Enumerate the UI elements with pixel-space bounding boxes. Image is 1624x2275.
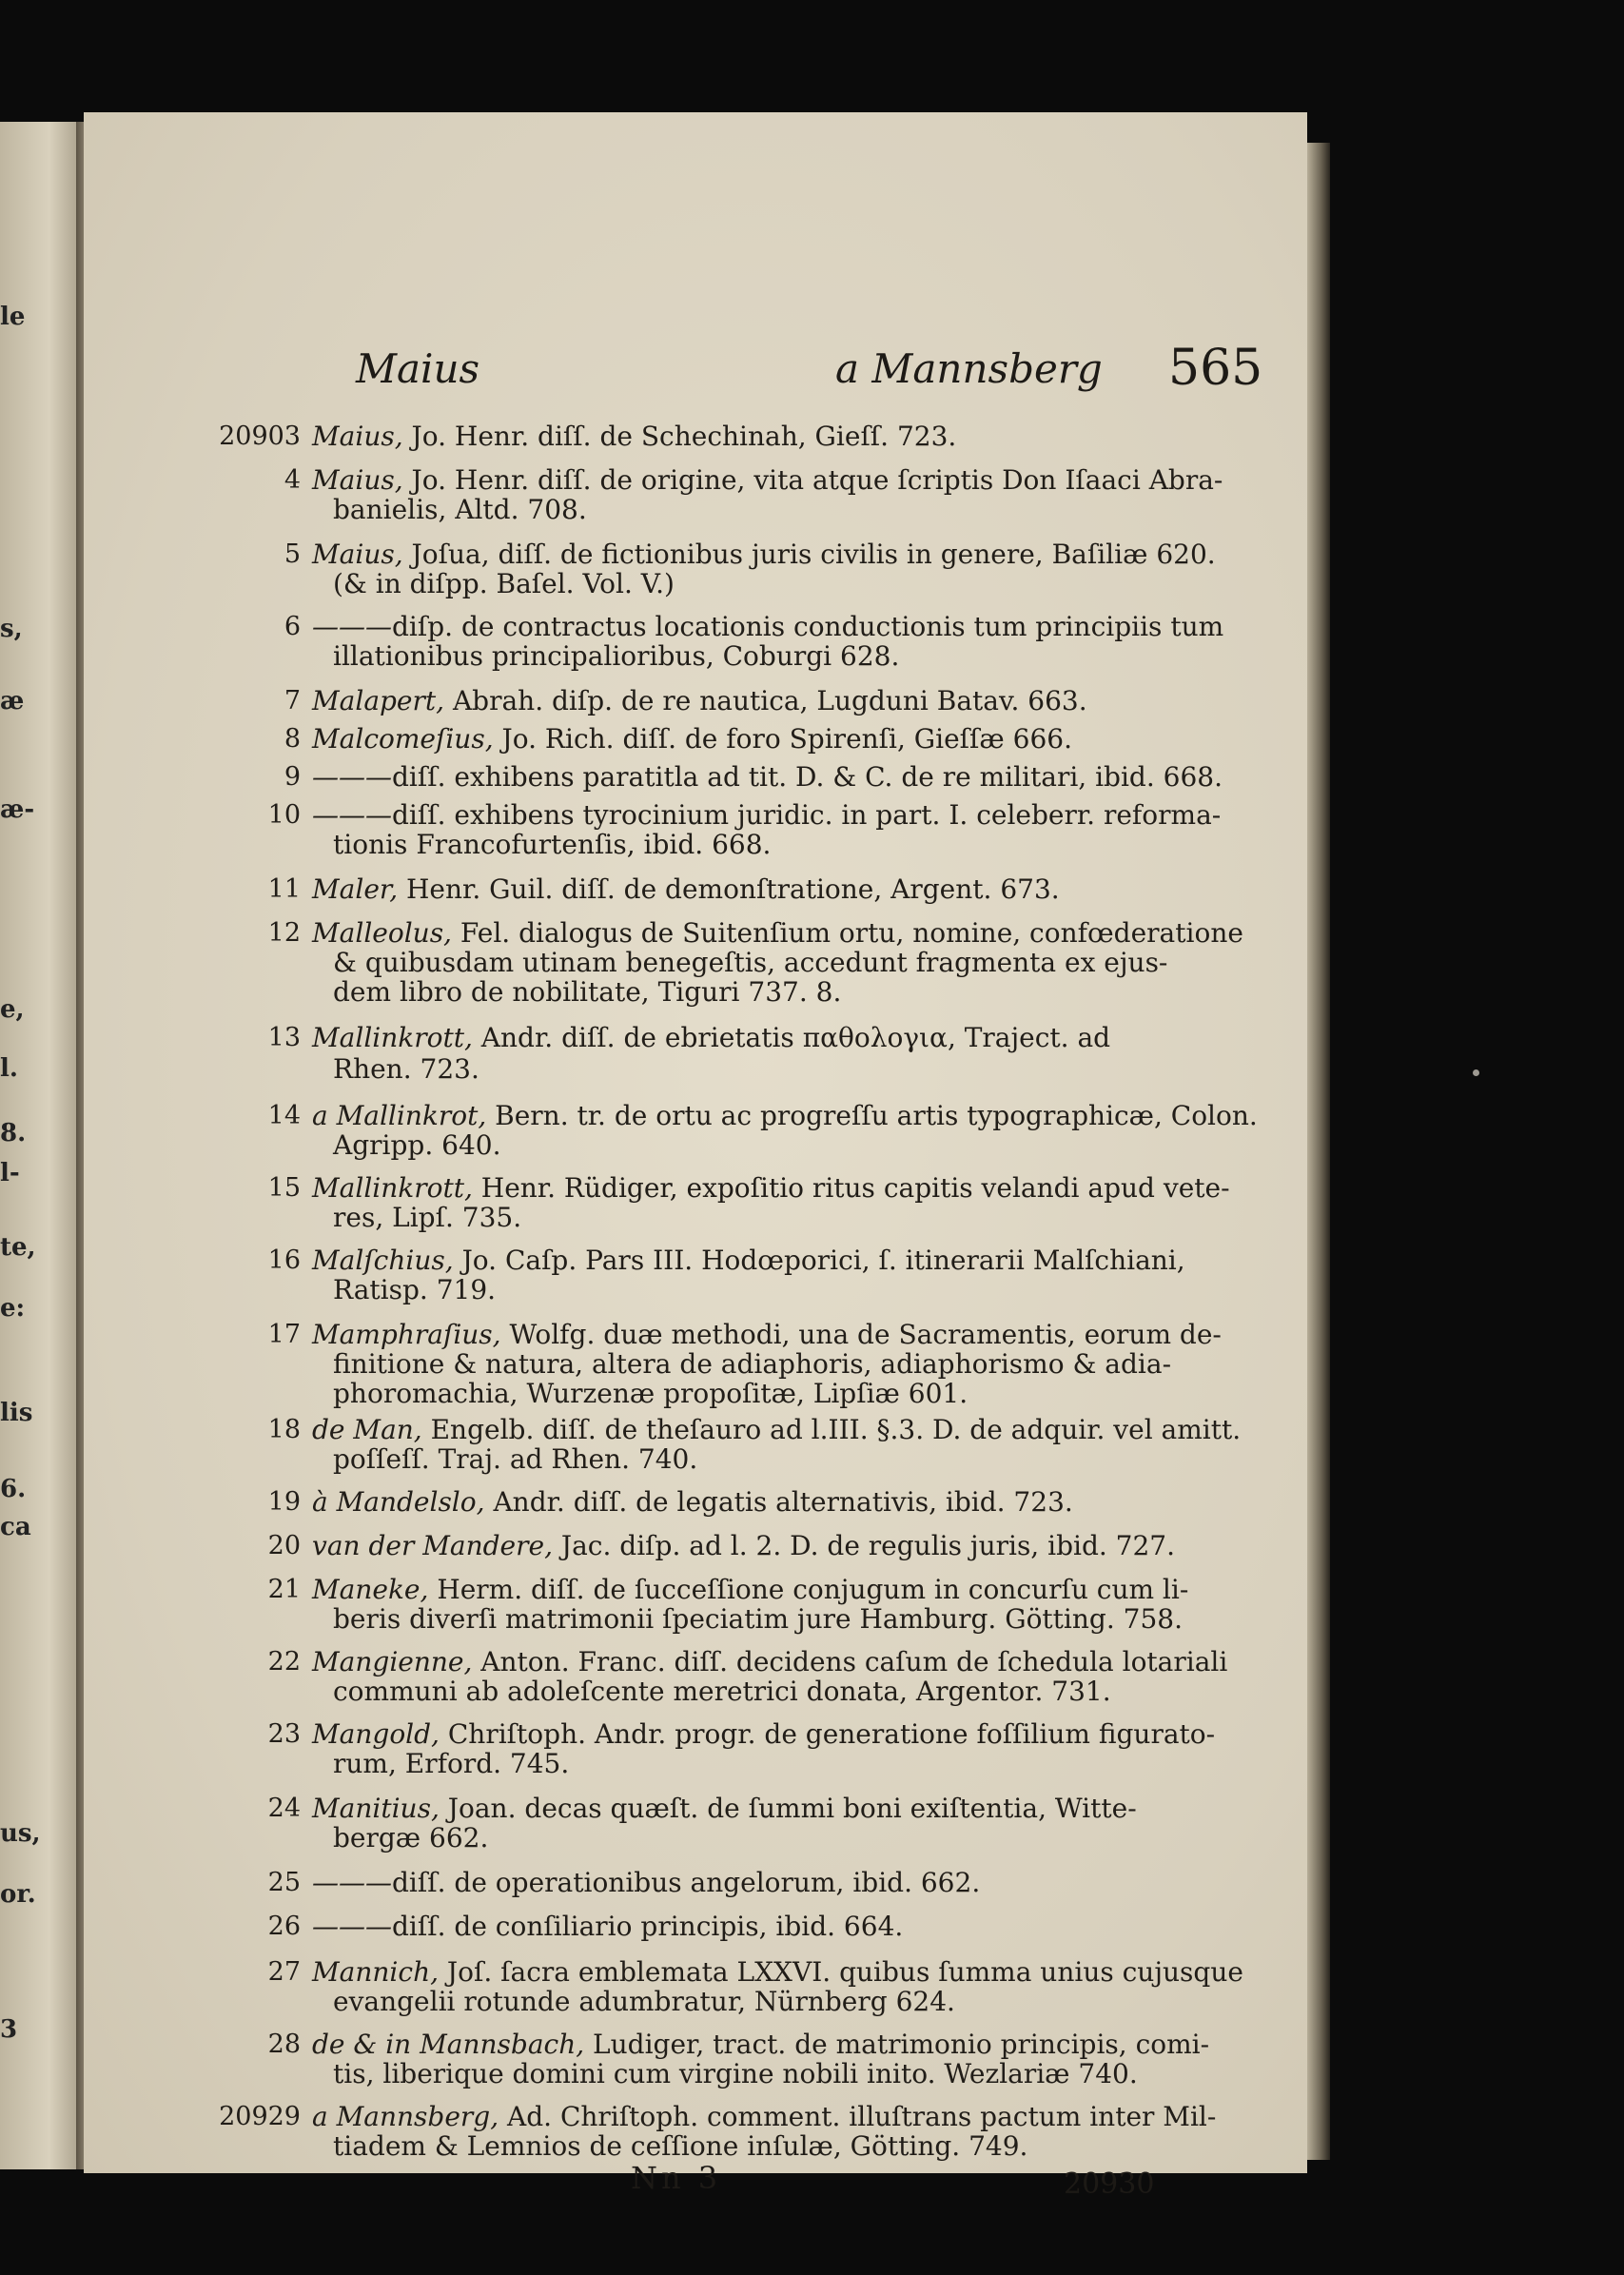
entry-line <box>312 1101 1258 1130</box>
fragment: l- <box>0 1159 20 1187</box>
fragment: æ- <box>0 795 35 824</box>
fragment: ca <box>0 1513 31 1541</box>
fragment: 6. <box>0 1475 27 1503</box>
fragment: e: <box>0 1294 26 1323</box>
entry-continuation: rum, Erford. 745. <box>333 1748 570 1779</box>
fragment: lis <box>0 1399 33 1427</box>
entry-text: diſſ. de operationibus angelorum, ibid. 662. <box>392 1867 981 1898</box>
entry-line <box>312 762 1223 792</box>
entry-text: diſſ. exhibens tyrocinium juridic. in part. I. celeberr. reforma- <box>392 799 1222 831</box>
entry-author: Mannich, <box>312 1956 439 1988</box>
entry-number: 5 <box>284 539 301 569</box>
entry-text: Andr. diſſ. de ebrietatis παθολογια, Traject. ad <box>480 1022 1111 1053</box>
entry-line <box>312 612 1223 641</box>
entry-number: 16 <box>267 1245 301 1275</box>
fragment: l. <box>0 1054 18 1083</box>
entry-number: 10 <box>267 800 301 830</box>
entry-number: 19 <box>267 1487 301 1517</box>
entry-author: Maneke, <box>312 1574 429 1605</box>
entry-text: diſſ. de conſiliario principis, ibid. 664. <box>392 1911 904 1942</box>
entry-text: diſp. de contractus locationis conductionis tum principiis tum <box>392 611 1224 642</box>
entry-text: Ad. Chriſtoph. comment. illuſtrans pactum inter Mil- <box>507 2101 1217 2132</box>
entry-text: Joſ. ſacra emblemata LXXVI. quibus ſumma unius cujusque <box>446 1956 1243 1988</box>
entry-text: Jac. diſp. ad l. 2. D. de regulis juris, ibid. 727. <box>560 1530 1176 1561</box>
entry-continuation: banielis, Altd. 708. <box>333 494 587 525</box>
entry-author: ——— <box>312 1911 392 1942</box>
entry-line <box>312 1173 1230 1203</box>
book-page <box>84 112 1307 2201</box>
entry-number: 25 <box>267 1868 301 1897</box>
entry-line <box>312 465 1223 495</box>
entry-line <box>312 1868 980 1897</box>
entry-continuation: finitione & natura, altera de adiaphoris, adiaphorismo & adia- <box>333 1348 1172 1380</box>
entry-number: 12 <box>267 918 301 948</box>
entry-continuation: communi ab adoleſcente meretrici donata, Argentor. 731. <box>333 1676 1111 1707</box>
entry-text: Wolfg. duæ methodi, una de Sacramentis, eorum de- <box>509 1319 1222 1350</box>
entry-text: Chriſtoph. Andr. progr. de generatione foſſilium figurato- <box>447 1718 1216 1750</box>
entry-number: 6 <box>284 612 301 641</box>
entry-text: Bern. tr. de ortu ac progreſſu artis typographicæ, Colon. <box>495 1100 1258 1131</box>
entry-line <box>312 724 1072 754</box>
entry-author: Malleolus, <box>312 917 452 949</box>
entry-continuation: Rhen. 723. <box>333 1053 479 1085</box>
entry-text: Herm. diſſ. de ſucceſſione conjugum in concurſu cum li- <box>437 1574 1189 1605</box>
entry-author: Malapert, <box>312 685 445 716</box>
entry-number: 26 <box>267 1912 301 1941</box>
entry-number: 20929 <box>219 2102 301 2131</box>
entry-line <box>312 2030 1209 2059</box>
catchword: 20930 <box>1064 2167 1155 2201</box>
entry-line <box>312 1794 1137 1823</box>
entry-continuation: illationibus principalioribus, Coburgi 628. <box>333 640 900 672</box>
entry-number: 17 <box>267 1320 301 1349</box>
entry-author: ——— <box>312 761 392 793</box>
entry-author: Maius, <box>312 464 403 496</box>
entry-continuation: tiadem & Lemnios de ceſſione inſulæ, Götting. 749. <box>333 2130 1028 2162</box>
entry-text: Joſua, diſſ. de fictionibus juris civilis in genere, Baſiliæ 620. <box>411 539 1216 570</box>
fragment: s, <box>0 615 23 643</box>
entry-author: ——— <box>312 1867 392 1898</box>
entry-line <box>312 1531 1175 1560</box>
entry-text: Abrah. diſp. de re nautica, Lugduni Batav. 663. <box>452 685 1087 716</box>
entry-number: 7 <box>284 686 301 716</box>
entry-continuation: Agripp. 640. <box>333 1129 501 1161</box>
entry-text: Andr. diſſ. de legatis alternativis, ibid. 723. <box>493 1486 1073 1518</box>
entry-line <box>312 800 1221 830</box>
entry-number: 23 <box>267 1719 301 1749</box>
entry-text: Jo. Henr. diſſ. de origine, vita atque ſcriptis Don Iſaaci Abra- <box>411 464 1223 496</box>
entry-author: a Mallinkrot, <box>312 1100 487 1131</box>
left-page-edge <box>0 122 82 2169</box>
entry-line <box>312 422 956 451</box>
entry-number: 24 <box>267 1794 301 1823</box>
entry-author: de Man, <box>312 1414 422 1445</box>
entry-continuation: tionis Francofurtenſis, ibid. 668. <box>333 829 772 860</box>
entry-author: Mallinkrott, <box>312 1172 473 1204</box>
entry-text: Engelb. diſſ. de theſauro ad l.III. §.3. D. de adquir. vel amitt. <box>430 1414 1242 1445</box>
entry-author: Maius, <box>312 539 403 570</box>
entry-author: Malſchius, <box>312 1245 454 1276</box>
entry-line <box>312 1957 1243 1987</box>
entry-continuation: evangelii rotunde adumbratur, Nürnberg 624. <box>333 1986 955 2017</box>
entry-line <box>312 1320 1222 1349</box>
fragment: te, <box>0 1233 36 1262</box>
entry-number: 4 <box>284 465 301 495</box>
entry-author: Maler, <box>312 873 399 905</box>
entry-number: 20903 <box>219 422 301 451</box>
entry-number: 27 <box>267 1957 301 1987</box>
entry-text: Jo. Henr. diſſ. de Schechinah, Gieſſ. 723. <box>411 421 957 452</box>
fragment: or. <box>0 1880 36 1909</box>
entry-author: Malcomeſius, <box>312 723 494 755</box>
entry-line <box>312 686 1087 716</box>
entry-text: Henr. Rüdiger, expoſitio ritus capitis velandi apud vete- <box>480 1172 1230 1204</box>
entry-author: à Mandelslo, <box>312 1486 485 1518</box>
entry-number: 20 <box>267 1531 301 1560</box>
entry-line <box>312 1912 903 1941</box>
page-number: 565 <box>1168 340 1263 397</box>
entry-number: 13 <box>267 1023 301 1052</box>
entry-line <box>312 2102 1216 2131</box>
entry-line <box>312 1245 1185 1275</box>
signature-mark: Nn 3 <box>631 2160 722 2196</box>
left-page-fragments <box>0 122 82 2169</box>
entry-number: 21 <box>267 1575 301 1604</box>
entry-line <box>312 539 1216 569</box>
entry-continuation: phoromachia, Wurzenæ propoſitæ, Lipſiæ 601. <box>333 1378 969 1409</box>
entry-line <box>312 1023 1110 1052</box>
entry-author: Mangold, <box>312 1718 440 1750</box>
entry-author: Mangienne, <box>312 1646 473 1677</box>
entry-line <box>312 1647 1227 1677</box>
entry-continuation: & quibusdam utinam benegeſtis, accedunt fragmenta ex ejus- <box>333 947 1168 978</box>
entry-line <box>312 1575 1188 1604</box>
header-left-word: Maius <box>356 345 480 392</box>
entry-author: ——— <box>312 799 392 831</box>
entry-text: Fel. dialogus de Suitenſium ortu, nomine, confœderatione <box>460 917 1243 949</box>
entry-author: de & in Mannsbach, <box>312 2029 585 2060</box>
entry-number: 15 <box>267 1173 301 1203</box>
entry-text: diſſ. exhibens paratitla ad tit. D. & C. de re militari, ibid. 668. <box>392 761 1223 793</box>
entry-number: 9 <box>284 762 301 792</box>
entry-number: 28 <box>267 2030 301 2059</box>
entry-author: ——— <box>312 611 392 642</box>
header-middle-word: a Mannsberg <box>835 345 1103 392</box>
fragment: æ <box>0 687 25 716</box>
entry-line <box>312 1487 1073 1517</box>
entry-number: 8 <box>284 724 301 754</box>
fragment: us, <box>0 1819 41 1848</box>
fragment: 8. <box>0 1119 27 1147</box>
entry-text: Anton. Franc. diſſ. decidens caſum de ſchedula lotariali <box>480 1646 1228 1677</box>
entry-author: van der Mandere, <box>312 1530 553 1561</box>
entry-number: 14 <box>267 1101 301 1130</box>
entry-continuation: poſſeſſ. Traj. ad Rhen. 740. <box>333 1443 698 1475</box>
entry-continuation: res, Lipſ. 735. <box>333 1202 522 1233</box>
fragment: 3 <box>0 2015 18 2044</box>
entry-line <box>312 874 1060 904</box>
entry-author: Maius, <box>312 421 403 452</box>
entry-text: Ludiger, tract. de matrimonio principis, comi- <box>593 2029 1210 2060</box>
entry-text: Jo. Caſp. Pars III. Hodœporici, ſ. itinerarii Malſchiani, <box>461 1245 1185 1276</box>
entry-continuation: Ratisp. 719. <box>333 1274 497 1305</box>
entry-number: 18 <box>267 1415 301 1444</box>
entry-author: a Mannsberg, <box>312 2101 499 2132</box>
entry-continuation: dem libro de nobilitate, Tiguri 737. 8. <box>333 976 842 1008</box>
entry-number: 22 <box>267 1647 301 1677</box>
entry-continuation: beris diverſi matrimonii ſpeciatim jure Hamburg. Götting. 758. <box>333 1603 1183 1635</box>
page-fore-edge <box>1307 143 1330 2160</box>
running-header <box>84 340 1307 412</box>
entry-line <box>312 918 1243 948</box>
fragment: le <box>0 303 26 331</box>
fragment: e, <box>0 995 25 1024</box>
entry-continuation: tis, liberique domini cum virgine nobili inito. Wezlariæ 740. <box>333 2058 1138 2089</box>
entry-author: Manitius, <box>312 1793 440 1824</box>
entry-continuation: (& in diſpp. Baſel. Vol. V.) <box>333 568 675 599</box>
entry-author: Mallinkrott, <box>312 1022 473 1053</box>
entry-line <box>312 1415 1241 1444</box>
entry-text: Henr. Guil. diſſ. de demonſtratione, Argent. 673. <box>406 873 1060 905</box>
entry-line <box>312 1719 1215 1749</box>
entry-number: 11 <box>267 874 301 904</box>
entry-continuation: bergæ 662. <box>333 1822 489 1853</box>
entry-text: Jo. Rich. diſſ. de foro Spirenſi, Gieſſæ 666. <box>501 723 1072 755</box>
entry-text: Joan. decas quæſt. de ſummi boni exiſtentia, Witte- <box>447 1793 1137 1824</box>
entry-author: Mamphraſius, <box>312 1319 501 1350</box>
background-speck <box>1473 1069 1479 1076</box>
